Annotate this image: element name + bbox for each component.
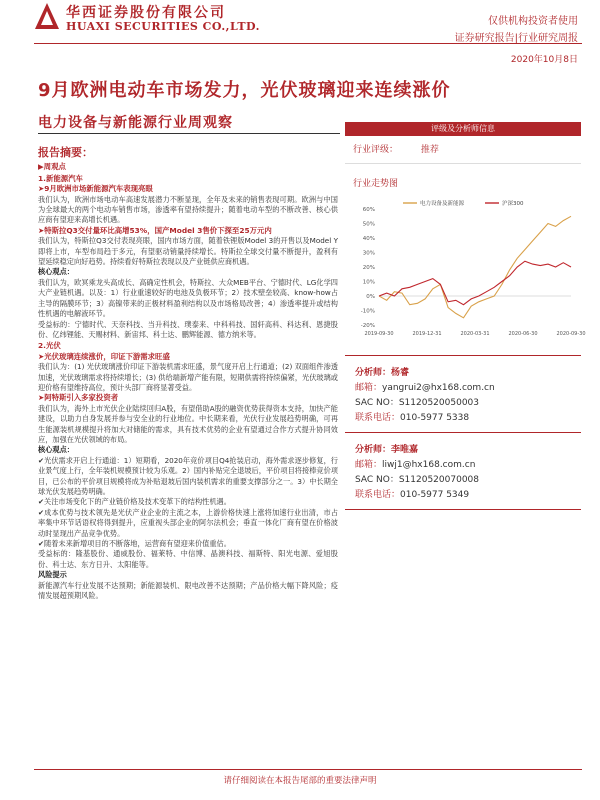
abstract-heading: 报告摘要： xyxy=(38,146,93,159)
beneficiaries-text: 受益标的：宁德时代、天奈科技、当升科技、璞泰来、中科科技、国轩高科、科达利、恩捷股份、亿纬锂能、天赐材料、新宙邦、科士达、鹏辉能源、德方纳米等。 xyxy=(38,319,338,339)
y-tick-label: 40% xyxy=(362,236,375,242)
y-tick-label: 60% xyxy=(362,207,375,213)
email-label: 邮箱： xyxy=(355,460,383,470)
x-tick-label: 2020-06-30 xyxy=(508,331,538,337)
analyst-name: 分析师：李唯嘉 xyxy=(355,445,419,455)
y-tick-label: -10% xyxy=(360,308,375,315)
point-heading: ➤阿特斯引入多家投资者 xyxy=(38,393,119,403)
series-line xyxy=(379,261,571,305)
report-header xyxy=(0,0,600,65)
point-heading: ➤9月欧洲市场新能源汽车表现亮眼 xyxy=(38,184,153,194)
tel-label: 联系电话： xyxy=(355,413,401,423)
report-subtitle: 电力设备与新能源行业周观察 xyxy=(38,115,233,131)
subtitle-divider xyxy=(38,133,340,134)
point-heading: ➤光伏玻璃连续涨价，印证下游需求旺盛 xyxy=(38,351,170,361)
sac-label: SAC NO： xyxy=(355,475,399,485)
abstract-column xyxy=(38,148,338,601)
divider xyxy=(345,509,581,510)
risk-text: 新能源汽车行业发展不达预期；新能源装机、限电改善不达预期；产品价格大幅下降风险；疫情发展超预期风险。 xyxy=(38,580,338,601)
industry-rating xyxy=(345,136,581,164)
analyst-card xyxy=(345,366,581,426)
industry-trend-chart xyxy=(345,195,586,345)
section-pv-heading: 2.光伏 xyxy=(38,341,61,351)
company-name-cn: 华西证券股份有限公司 xyxy=(66,5,226,21)
paragraph: 我们认为，欧洲市场电动车高速发展潜力不断显现，全年及未来的销售表现可期。欧洲与中国为全球最大的两个电动车销售市场，渗透率有望持续提升；随着电动车型的不断改善、核心供应商有望迎来高增长机遇。 xyxy=(38,194,338,225)
report-type: 证券研究报告|行业研究周报 xyxy=(454,33,578,44)
divider xyxy=(345,432,581,433)
section-ev-heading: 1.新能源汽车 xyxy=(38,173,83,183)
paragraph: ✔成本优势与技术领先是光伏产业企业的主流之本，上游价格快速上涨将加速行业出清，市占率集中环节话语权将得到提升，应重视头部企业的阿尔法机会；垂直一体化厂商有望在价格波动时显现出产品竞争优势。 xyxy=(38,507,338,538)
paragraph: 我们认为：(1) 光伏玻璃涨价印证下游装机需求旺盛，景气度开启上行通道；(2) 双面组件渗透加速，光伏玻璃需求将持续增长；(3) 供给端新增产能有限，短期供需将持续偏紧，光伏玻璃或迎价格有望维持高位，预计头部厂商将显著受益。 xyxy=(38,362,338,392)
divider xyxy=(345,355,581,356)
paragraph: 我们认为，海外上市光伏企业陆续回归A股，有望借助A股的融资优势获得资本支持，加快产能建设，以助力自身发展并参与安全业的行业地位。中长期来看，光伏行业发展趋势明确，可再生能源装机规模提升将加大对储能的需求，具有技术优势的企业有望通过合作方式提升协同效应，加强在光伏领域的布局。 xyxy=(38,403,338,444)
sac-label: SAC NO： xyxy=(355,398,399,408)
risk-label: 风险提示 xyxy=(38,570,67,580)
email-label: 邮箱： xyxy=(355,383,383,393)
legend-label: 沪深300 xyxy=(502,201,524,207)
header-divider xyxy=(34,43,582,44)
x-tick-label: 2019-09-30 xyxy=(364,331,394,337)
legend-label: 电力设备及新能源 xyxy=(420,201,465,207)
analyst-card xyxy=(345,443,581,503)
point-heading: ➤特斯拉Q3交付量环比高增53%，国产Model 3售价下探至25万元内 xyxy=(38,225,272,235)
tel-number: 010-5977 5338 xyxy=(400,413,470,423)
core-view-label: 核心观点： xyxy=(38,267,74,277)
tel-label: 联系电话： xyxy=(355,490,401,500)
paragraph: ✔关注市场变化下的产业链价格及技术变革下的结构性机遇。 xyxy=(38,497,231,507)
paragraph: 我们认为，欧冥乘龙头高成长、高确定性机会，特斯拉、大众MEB平台、宁德时代、LG化学四大产业链机遇。以及：1）行业重速较好的电池及负极环节；2）技术壁垒较高、know-how占主导的隔膜环节；3）高镍带来的正极材料盈利结构以及市场格局改善；4）渗透率提升或结构性机遇的电解液环节。 xyxy=(38,277,338,319)
company-name-en: HUAXI SECURITIES CO.,LTD. xyxy=(66,20,260,33)
report-title: 9月欧洲电动车市场发力，光伏玻璃迎来连续涨价 xyxy=(38,80,451,101)
paragraph: ✔随着未来新增项目的不断落地，运营商有望迎来价值重估。 xyxy=(38,539,231,549)
info-column xyxy=(345,122,586,510)
huaxi-logo-icon xyxy=(34,2,60,30)
legal-footer: 请仔细阅读在本报告尾部的重要法律声明 xyxy=(223,776,377,786)
rating-label: 行业评级： xyxy=(353,145,399,155)
analyst-name: 分析师：杨睿 xyxy=(355,368,410,378)
rating-value: 推荐 xyxy=(420,145,439,155)
tel-number: 010-5977 5349 xyxy=(400,490,470,500)
email-link[interactable]: yangrui2@hx168.com.cn xyxy=(382,383,495,393)
email-link[interactable]: liwj1@hx168.com.cn xyxy=(382,460,476,470)
sac-number: S1120520050003 xyxy=(398,398,479,408)
y-tick-label: 50% xyxy=(362,221,375,228)
y-tick-label: 0% xyxy=(366,294,375,300)
report-date: 2020年10月8日 xyxy=(510,55,578,65)
trend-chart-heading: 行业走势图 xyxy=(353,179,399,189)
y-tick-label: 10% xyxy=(362,279,375,286)
audience-note: 仅供机构投资者使用 xyxy=(488,16,578,27)
sac-number: S1120520070008 xyxy=(398,475,479,485)
beneficiaries-text: 受益标的：隆基股份、通威股份、福莱特、中信博、晶澳科技、福斯特、阳光电源、爱旭股份、科士达、东方日升、太阳能等。 xyxy=(38,549,338,569)
x-tick-label: 2019-12-31 xyxy=(412,331,442,337)
paragraph: ✔光伏需求开启上行通道：1）短期看，2020年竞价项目Q4抢装启动，海外需求逐步修复，行业景气度上行，全年装机规模预计较为乐观。2）国内补贴完全退坡后，平价项目将接棒竞价项目，已公布的平价项目规模将成为补贴退坡后国内装机需求的重要支撑部分之一。3）中长期全球光伏发展趋势明确。 xyxy=(38,455,338,496)
core-view-label: 核心观点： xyxy=(38,445,74,455)
x-tick-label: 2020-09-30 xyxy=(556,331,586,337)
y-tick-label: 30% xyxy=(362,250,375,257)
y-tick-label: 20% xyxy=(362,265,375,271)
paragraph: 我们认为，特斯拉Q3交付表现亮眼，国内市场方面，随着铁锂版Model 3的开售以及Model Y即将上市，车型布局趋于多元，有望驱动销量持续增长。特斯拉全球交付量不断提升，盈利有望延续稳定向好趋势。持续看好特斯拉表现以及产业链供应商机遇。 xyxy=(38,236,338,267)
x-tick-label: 2020-03-31 xyxy=(460,331,490,337)
footer-divider xyxy=(34,769,582,770)
rating-analyst-bar: 评级及分析师信息 xyxy=(345,122,581,136)
weekly-view-heading: ▶周观点 xyxy=(38,162,66,172)
series-line xyxy=(379,216,571,317)
y-tick-label: -20% xyxy=(360,323,375,329)
